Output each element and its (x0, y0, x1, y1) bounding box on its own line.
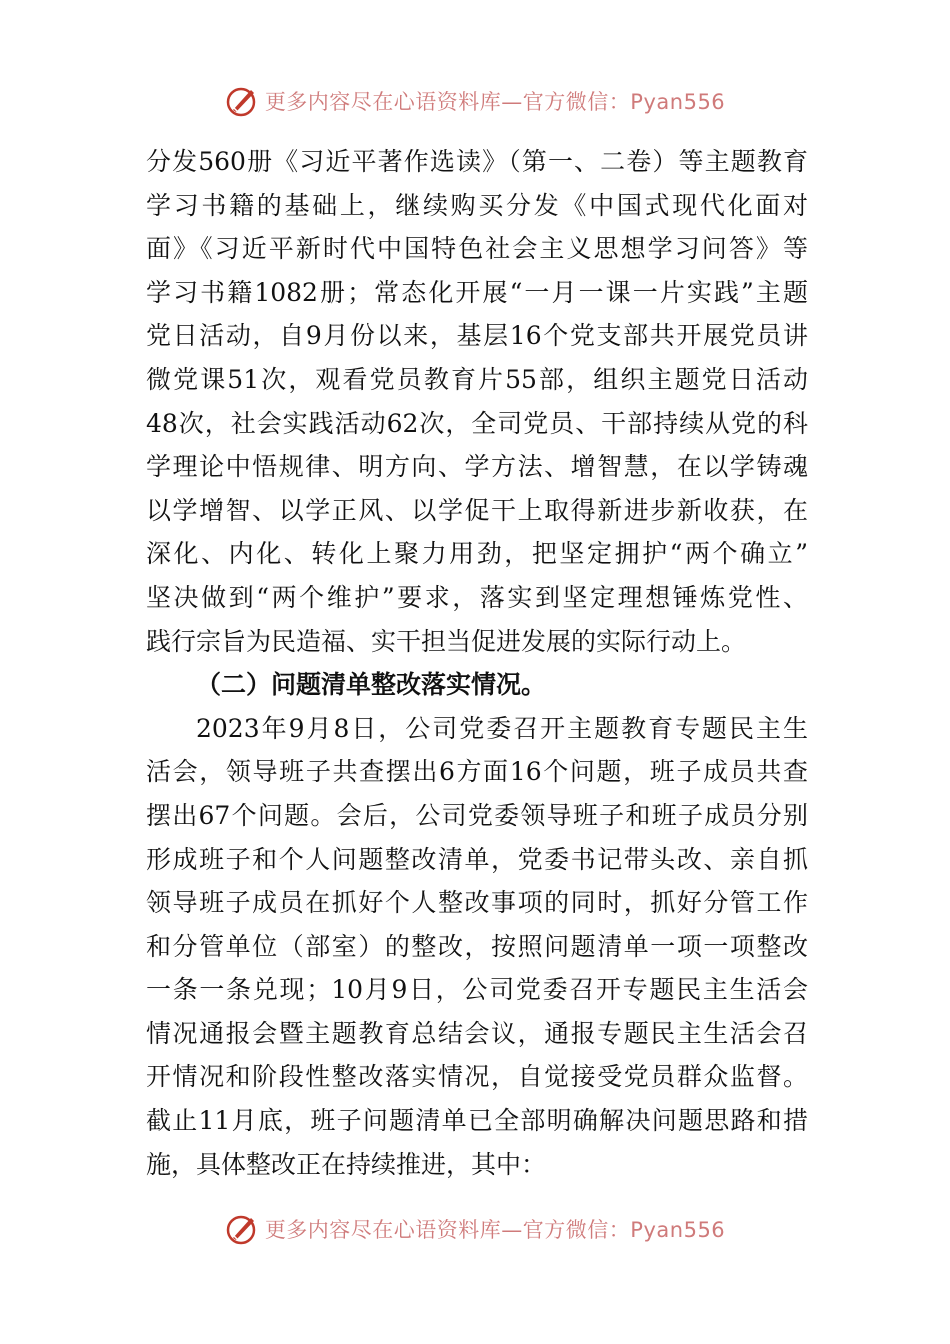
footer-banner-text: 更多内容尽在心语资料库—官方微信：Pyan556 (264, 1218, 726, 1242)
text-line: 坚决做到“两个维护”要求，落实到坚定理想锤炼党性、 (146, 582, 808, 612)
text-line: 党日活动，自9月份以来，基层16个党支部共开展党员讲 (146, 321, 808, 351)
text-line: 摆出67个问题。会后，公司党委领导班子和班子成员分别 (146, 800, 808, 830)
header-banner-text: 更多内容尽在心语资料库—官方微信：Pyan556 (264, 90, 726, 114)
text-line: 开情况和阶段性整改落实情况，自觉接受党员群众监督。 (146, 1062, 808, 1092)
text-line: 一条一条兑现；10月9日，公司党委召开专题民主生活会 (146, 975, 808, 1005)
text-line: 深化、内化、转化上聚力用劲，把坚定拥护“两个确立” (146, 539, 808, 569)
text-line: 微党课51次，观看党员教育片55部，组织主题党日活动 (146, 364, 808, 394)
footer-watermark-banner (0, 1206, 950, 1252)
text-line: 学习书籍1082册；常态化开展“一月一课一片实践”主题 (146, 277, 808, 307)
text-line: 学习书籍的基础上，继续购买分发《中国式现代化面对 (146, 190, 808, 220)
text-line: 以学增智、以学正风、以学促干上取得新进步新收获，在 (146, 495, 808, 525)
text-line: 2023年9月8日，公司党委召开主题教育专题民主生 (196, 713, 808, 743)
text-line: 和分管单位（部室）的整改，按照问题清单一项一项整改 (146, 931, 808, 961)
section-heading: （二）问题清单整改落实情况。 (196, 670, 547, 700)
text-line: 学理论中悟规律、明方向、学方法、增智慧，在以学铸魂 (146, 452, 808, 482)
text-line: 48次，社会实践活动62次，全司党员、干部持续从党的科 (146, 408, 808, 438)
document-body (146, 140, 808, 1186)
text-line: 施，具体整改正在持续推进，其中： (146, 1149, 547, 1179)
text-line: 面》《习近平新时代中国特色社会主义思想学习问答》等 (146, 234, 808, 264)
quill-logo-icon (225, 1212, 259, 1246)
text-line: 践行宗旨为民造福、实干担当促进发展的实际行动上。 (146, 626, 747, 656)
text-line: 活会，领导班子共查摆出6方面16个问题，班子成员共查 (146, 757, 808, 787)
text-line: 形成班子和个人问题整改清单，党委书记带头改、亲自抓 (146, 844, 808, 874)
text-line: 情况通报会暨主题教育总结会议，通报专题民主生活会召 (146, 1018, 808, 1048)
text-line: 分发560册《习近平著作选读》（第一、二卷）等主题教育 (146, 147, 808, 176)
text-line: 领导班子成员在抓好个人整改事项的同时，抓好分管工作 (146, 888, 808, 918)
header-watermark-banner (0, 78, 950, 124)
text-line: 截止11月底，班子问题清单已全部明确解决问题思路和措 (146, 1106, 808, 1136)
quill-logo-icon (225, 84, 259, 118)
